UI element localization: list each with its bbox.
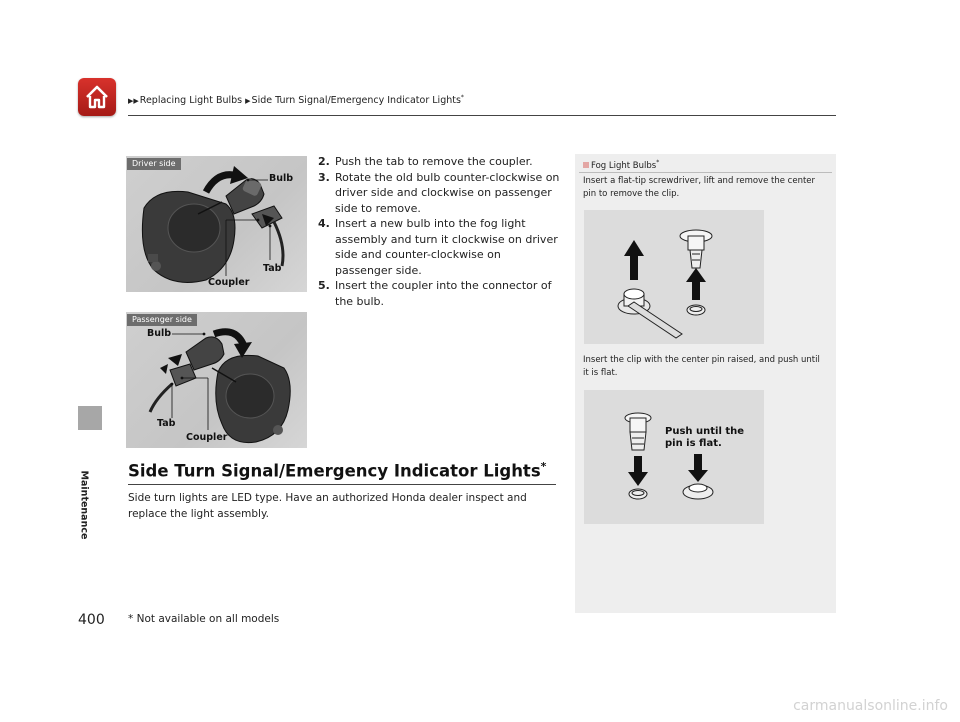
clip-removal-illustration bbox=[584, 210, 764, 344]
note-removal-instruction: Insert a flat-tip screwdriver, lift and remove the center pin to remove the clip. bbox=[583, 176, 816, 199]
note-install-instruction: Insert the clip with the center pin raised, and push until it is flat. bbox=[583, 355, 820, 378]
procedure-steps bbox=[318, 154, 560, 309]
driver-side-figure bbox=[126, 156, 307, 292]
step-item bbox=[318, 170, 560, 217]
section-divider bbox=[128, 484, 556, 485]
section-heading bbox=[128, 460, 546, 481]
footnote: * Not available on all models bbox=[128, 613, 280, 625]
home-icon bbox=[83, 83, 111, 111]
breadcrumb-asterisk: * bbox=[460, 94, 464, 101]
home-button[interactable] bbox=[78, 78, 116, 116]
section-tab-marker bbox=[78, 406, 102, 430]
step-number: 4. bbox=[318, 217, 330, 230]
note-title-asterisk: * bbox=[656, 159, 660, 166]
breadcrumb bbox=[128, 94, 464, 106]
passenger-side-tag: Passenger side bbox=[127, 314, 197, 326]
clip-install-figure bbox=[584, 390, 764, 524]
push-until-flat-label: Push until the pin is flat. bbox=[665, 426, 745, 449]
passenger-tab-callout: Tab bbox=[157, 418, 176, 429]
section-body-text: Side turn lights are LED type. Have an authorized Honda dealer inspect and replace the light assembly. bbox=[128, 492, 527, 520]
step-item bbox=[318, 154, 560, 170]
step-number: 3. bbox=[318, 170, 330, 184]
passenger-side-figure bbox=[126, 312, 307, 448]
fog-light-bulbs-note bbox=[575, 154, 836, 613]
step-number: 5. bbox=[318, 279, 330, 292]
clip-removal-figure bbox=[584, 210, 764, 344]
step-text: Rotate the old bulb counter-clockwise on driver side and clockwise on passenger side to remove. bbox=[335, 170, 560, 215]
driver-side-tag: Driver side bbox=[127, 158, 181, 170]
passenger-bulb-callout: Bulb bbox=[147, 328, 172, 339]
clip-install-illustration bbox=[584, 390, 764, 524]
section-heading-text: Side Turn Signal/Emergency Indicator Lights bbox=[128, 461, 541, 481]
driver-coupler-callout: Coupler bbox=[208, 277, 250, 288]
breadcrumb-item-replacing-light-bulbs[interactable]: Replacing Light Bulbs bbox=[139, 95, 243, 107]
driver-bulb-callout: Bulb bbox=[269, 173, 294, 184]
step-text: Insert the coupler into the connector of the bulb. bbox=[335, 279, 552, 308]
step-number: 2. bbox=[318, 155, 330, 168]
watermark: carmanualsonline.info bbox=[793, 698, 948, 714]
note-marker-icon bbox=[583, 162, 589, 168]
breadcrumb-arrow-icon: ▶ bbox=[245, 97, 251, 106]
note-title-text[interactable]: Fog Light Bulbs bbox=[591, 160, 657, 171]
note-divider bbox=[579, 172, 832, 173]
breadcrumb-arrow-icon: ▶▶ bbox=[128, 97, 139, 106]
step-item bbox=[318, 278, 560, 309]
header-divider bbox=[128, 115, 836, 116]
section-tab-label: Maintenance bbox=[78, 470, 90, 540]
driver-tab-callout: Tab bbox=[263, 263, 282, 274]
step-text: Insert a new bulb into the fog light assembly and turn it clockwise on driver side and counter-clockwise on passenger side. bbox=[335, 217, 558, 277]
note-title bbox=[583, 159, 659, 171]
page-number: 400 bbox=[78, 612, 105, 628]
step-item bbox=[318, 216, 560, 278]
passenger-coupler-callout: Coupler bbox=[186, 432, 228, 443]
breadcrumb-item-side-turn-signal[interactable]: Side Turn Signal/Emergency Indicator Lights bbox=[251, 95, 461, 107]
section-heading-asterisk: * bbox=[540, 460, 547, 473]
step-text: Push the tab to remove the coupler. bbox=[335, 155, 533, 168]
